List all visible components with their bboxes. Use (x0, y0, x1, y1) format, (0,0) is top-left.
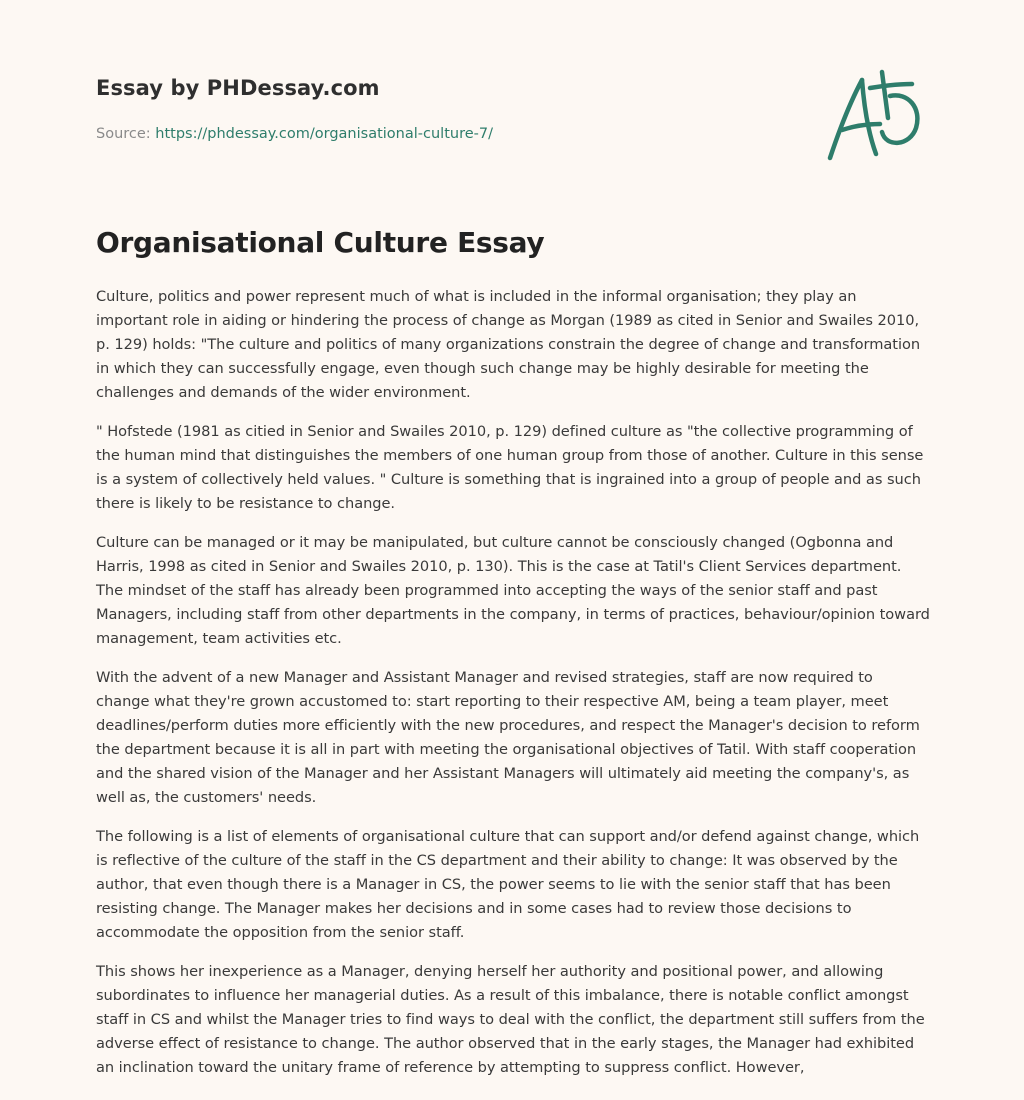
essay-paragraph-1: Culture, politics and power represent much of what is included in the informal organisation; they play an important role in aiding or hindering the process of change as Morgan (1989 as cited in Senior and Swailes 2010, p. 129) holds: "The culture and politics of many organizations constrain the degree of change and transformation in which they can successfully engage, even though such change may be highly desirable for meeting the challenges and demands of the wider environment. (96, 288, 921, 401)
source-line (96, 126, 796, 142)
a-plus-grade-logo-icon (820, 66, 930, 166)
essay-paragraph-4: With the advent of a new Manager and Assistant Manager and revised strategies, staff are now required to change what they're grown accustomed to: start reporting to their respective AM, being a team player, meet deadlines/perform duties more efficiently with the new procedures, and respect the Manager's decision to reform the department because it is all in part with meeting the organisational objectives of Tatil. With staff cooperation and the shared vision of the Manager and her Assistant Managers will ultimately aid meeting the company's, as well as, the customers' needs. (96, 669, 920, 806)
essay-paragraph-3: Culture can be managed or it may be manipulated, but culture cannot be consciously changed (Ogbonna and Harris, 1998 as cited in Senior and Swailes 2010, p. 130). This is the case at Tatil's Client Services department. The mindset of the staff has already been programmed into accepting the ways of the senior staff and past Managers, including staff from other departments in the company, in terms of practices, behaviour/opinion toward management, team activities etc. (96, 534, 930, 647)
source-link[interactable]: https://phdessay.com/organisational-culture-7/ (155, 126, 493, 142)
essay-paragraph-6: This shows her inexperience as a Manager, denying herself her authority and positional power, and allowing subordinates to influence her managerial duties. As a result of this imbalance, there is notable conflict amongst staff in CS and whilst the Manager tries to find ways to deal with the conflict, the department still suffers from the adverse effect of resistance to change. The author observed that in the early stages, the Manager had exhibited an inclination toward the unitary frame of reference by attempting to suppress conflict. However, (96, 963, 925, 1076)
brand-title: Essay by PHDessay.com (96, 76, 380, 100)
source-label: Source: (96, 126, 156, 142)
essay-title: Organisational Culture Essay (96, 226, 545, 259)
page-header (96, 76, 796, 142)
essay-paragraph-2: " Hofstede (1981 as citied in Senior and Swailes 2010, p. 129) defined culture as "the collective programming of the human mind that distinguishes the members of one human group from those of another. Culture in this sense is a system of collectively held values. " Culture is something that is ingrained into a group of people and as such there is likely to be resistance to change. (96, 423, 924, 512)
essay-paragraph-5: The following is a list of elements of organisational culture that can support and/or defend against change, which is reflective of the culture of the staff in the CS department and their ability to change: It was observed by the author, that even though there is a Manager in CS, the power seems to lie with the senior staff that has been resisting change. The Manager makes her decisions and in some cases had to review those decisions to accommodate the opposition from the senior staff. (96, 828, 920, 941)
essay-body (96, 285, 930, 1095)
